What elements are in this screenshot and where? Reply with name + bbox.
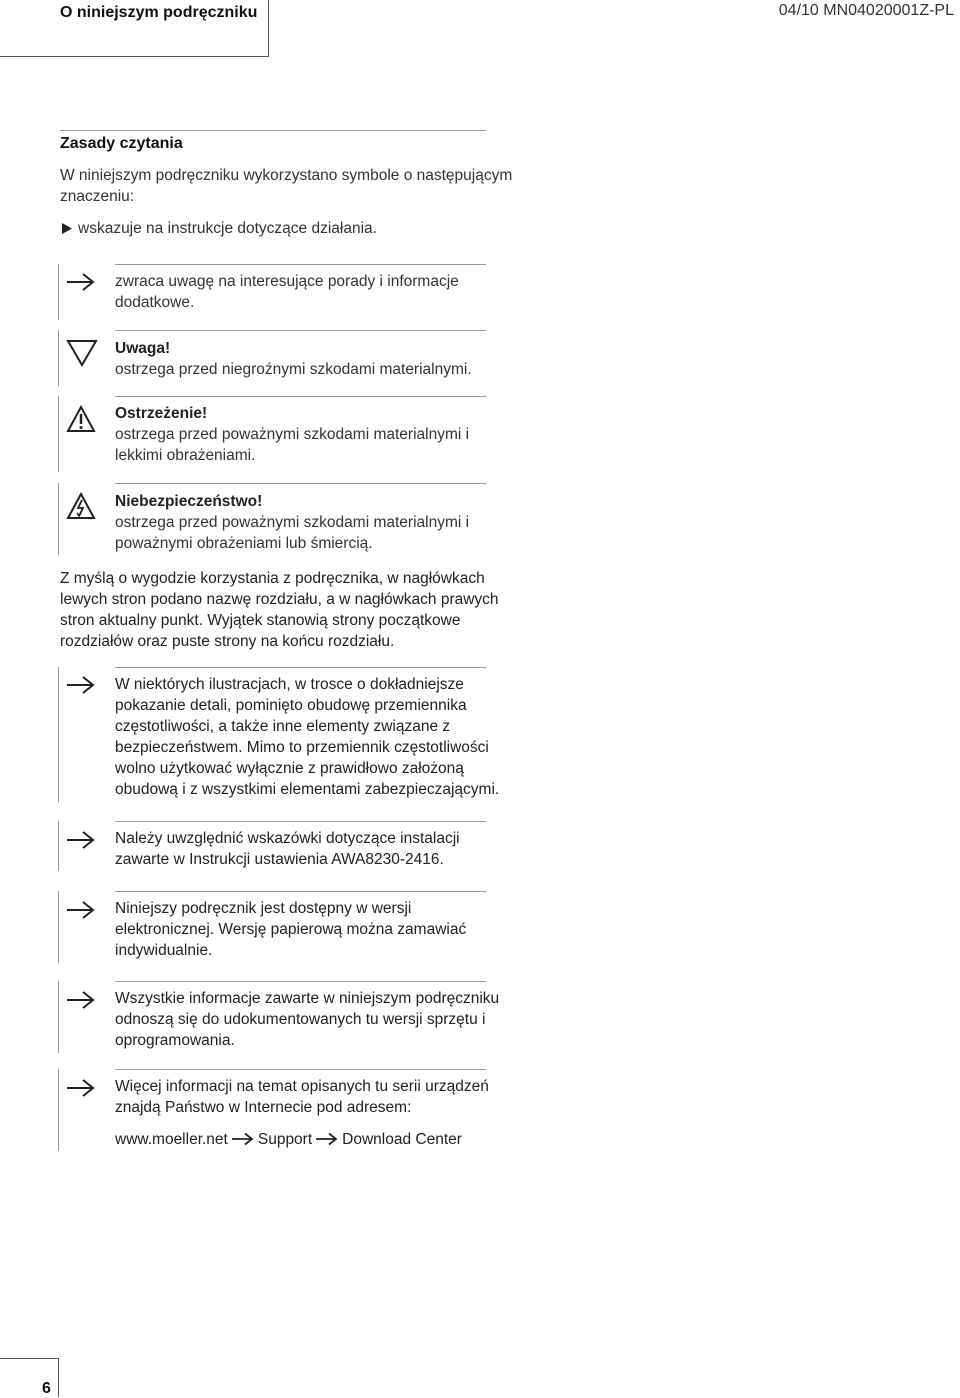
warning-title: Ostrzeżenie! xyxy=(115,405,208,422)
paragraph-line-4: rozdziałów oraz puste strony na końcu rozdziału. xyxy=(60,633,395,650)
danger-text-1: ostrzega przed poważnymi szkodami materialnymi i xyxy=(115,514,470,531)
paragraph-line-3: stron aktualny punkt. Wyjątek stanowią strony początkowe xyxy=(60,612,461,629)
caution-rule xyxy=(115,330,486,331)
tip-block-1-line-5: wolno użytkować wyłącznie z prawidłowo założoną xyxy=(115,760,464,777)
tip-block-1-line-4: bezpieczeństwem. Mimo to przemiennik częstotliwości xyxy=(115,739,489,756)
tip-block-2-line-2: zawarte w Instrukcji ustawienia AWA8230-2416. xyxy=(115,851,444,868)
arrow-right-icon xyxy=(66,829,96,851)
tip-block-rule xyxy=(115,821,486,822)
danger-rule xyxy=(115,483,486,484)
tip-block-2-line-1: Należy uwzględnić wskazówki dotyczące instalacji xyxy=(115,830,460,847)
tip-block-bar xyxy=(58,1069,59,1151)
website-link[interactable]: www.moeller.net xyxy=(115,1131,228,1148)
section-title: Zasady czytania xyxy=(60,135,183,152)
intro-line-1: W niniejszym podręczniku wykorzystano symbole o następującym xyxy=(60,167,513,184)
caution-title: Uwaga! xyxy=(115,340,171,357)
tip-block-5-line-1: Więcej informacji na temat opisanych tu serii urządzeń xyxy=(115,1078,489,1095)
support-link[interactable]: Support xyxy=(257,1131,313,1148)
tip-block-rule xyxy=(115,667,486,668)
tip-block-1-line-3: częstotliwości, a także inne elementy związane z xyxy=(115,718,451,735)
warning-rule xyxy=(115,396,486,397)
danger-text-2: poważnymi obrażeniami lub śmiercią. xyxy=(115,535,373,552)
warning-text-2: lekkimi obrażeniami. xyxy=(115,447,256,464)
arrow-right-icon xyxy=(66,271,96,293)
tip-block-bar xyxy=(58,891,59,963)
warning-bar xyxy=(58,396,59,472)
paragraph-line-1: Z myślą o wygodzie korzystania z podręcznika, w nagłówkach xyxy=(60,570,485,587)
danger-title: Niebezpieczeństwo! xyxy=(115,493,263,510)
intro-line-2: znaczeniu: xyxy=(60,188,135,205)
triangle-bullet-icon xyxy=(62,223,72,234)
tip-block-3-line-2: elektronicznej. Wersję papierową można zamawiać xyxy=(115,921,467,938)
link-path xyxy=(115,1129,462,1150)
warning-text-1: ostrzega przed poważnymi szkodami materialnymi i xyxy=(115,426,470,443)
tip-block-3-line-1: Niniejszy podręcznik jest dostępny w wersji xyxy=(115,900,412,917)
chapter-title: O niniejszym podręczniku xyxy=(60,4,258,21)
arrow-right-icon xyxy=(66,1077,96,1099)
tip-block-bar xyxy=(58,667,59,802)
arrow-right-icon xyxy=(66,989,96,1011)
section-rule xyxy=(60,130,486,131)
tip-block-1-line-2: pokazanie detali, pominięto obudowę przemiennika xyxy=(115,697,467,714)
tip-block-3-line-3: indywidualnie. xyxy=(115,942,213,959)
warning-exclamation-icon xyxy=(66,405,96,433)
tip-block-1-line-6: obudową i z wszystkimi elementami zabezpieczającymi. xyxy=(115,781,500,798)
bullet-text: wskazuje na instrukcje dotyczące działania. xyxy=(78,220,377,237)
tip-block-bar xyxy=(58,981,59,1053)
download-center-link[interactable]: Download Center xyxy=(342,1131,462,1148)
paragraph-line-2: lewych stron podano nazwę rozdziału, a w nagłówkach prawych xyxy=(60,591,499,608)
tip-block-4-line-3: oprogramowania. xyxy=(115,1032,235,1049)
tip-bar xyxy=(58,264,59,320)
tip-rule xyxy=(115,264,486,265)
tip-line-2: dodatkowe. xyxy=(115,294,195,311)
tip-block-4-line-1: Wszystkie informacje zawarte w niniejszym podręczniku xyxy=(115,990,500,1007)
tip-block-1-line-1: W niektórych ilustracjach, w trosce o dokładniejsze xyxy=(115,676,464,693)
arrow-right-icon xyxy=(66,674,96,696)
tip-block-rule xyxy=(115,891,486,892)
arrow-right-icon xyxy=(231,1132,255,1146)
high-voltage-icon xyxy=(66,492,96,520)
arrow-right-icon xyxy=(66,899,96,921)
caution-text: ostrzega przed niegroźnymi szkodami materialnymi. xyxy=(115,361,472,378)
caution-bar xyxy=(58,330,59,386)
caution-triangle-icon xyxy=(66,339,98,367)
tip-block-4-line-2: odnoszą się do udokumentowanych tu wersji sprzętu i xyxy=(115,1011,486,1028)
document-code: 04/10 MN04020001Z-PL xyxy=(778,2,954,19)
tip-block-rule xyxy=(115,981,486,982)
tip-block-rule xyxy=(115,1069,486,1070)
tip-line-1: zwraca uwagę na interesujące porady i informacje xyxy=(115,273,459,290)
tip-block-5-line-2: znajdą Państwo w Internecie pod adresem: xyxy=(115,1099,412,1116)
arrow-right-icon xyxy=(315,1132,339,1146)
page-number: 6 xyxy=(42,1380,51,1397)
tip-block-bar xyxy=(58,821,59,871)
danger-bar xyxy=(58,483,59,555)
